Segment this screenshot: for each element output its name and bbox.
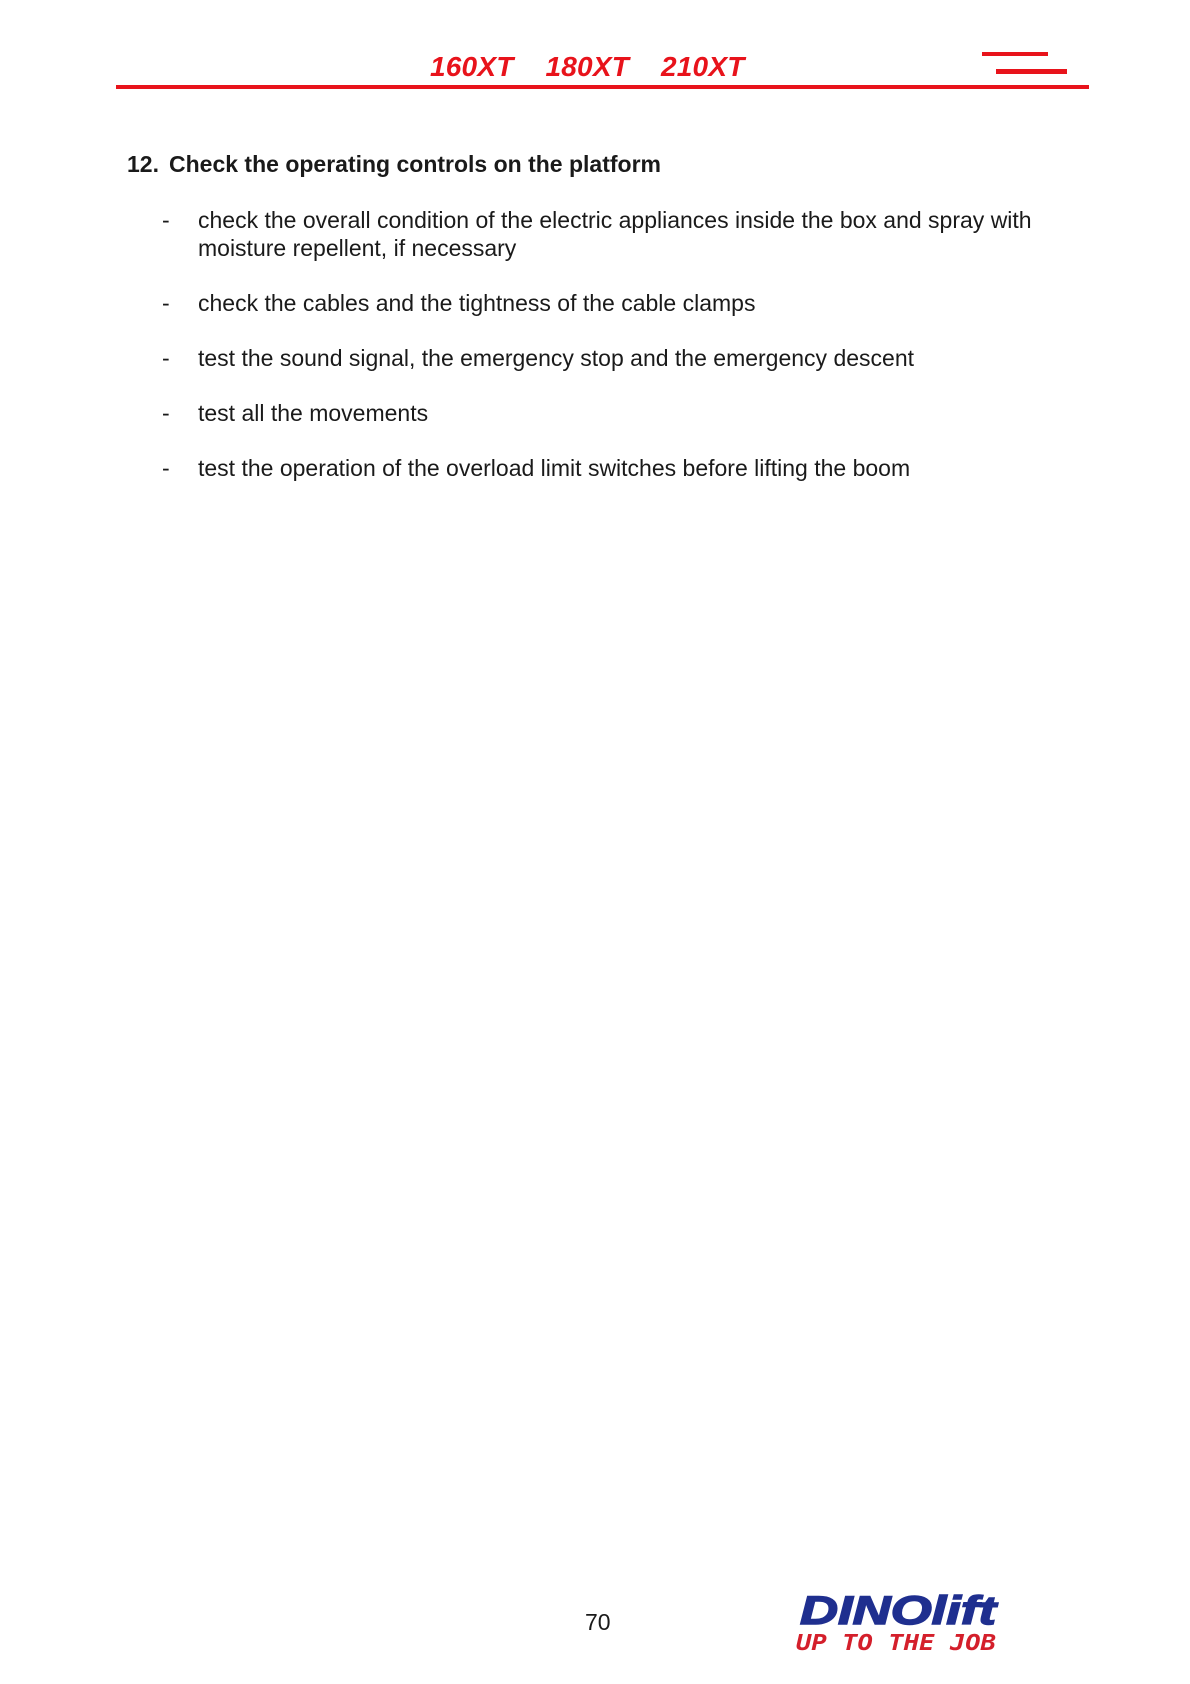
checklist-item-text: check the cables and the tightness of the cable clamps [198, 290, 756, 316]
section-title: Check the operating controls on the platform [169, 151, 661, 177]
bullet-marker: - [162, 400, 170, 426]
checklist-item-text: test the operation of the overload limit switches before lifting the boom [198, 455, 911, 481]
bullet-marker: - [162, 455, 170, 481]
checklist-item [162, 289, 1082, 317]
header-model-list [430, 50, 745, 84]
page-header [0, 0, 1190, 100]
checklist-item-text: test the sound signal, the emergency stop and the emergency descent [198, 345, 914, 371]
logo-wordmark: DINOlift [800, 1589, 999, 1633]
page-number: 70 [585, 1609, 611, 1635]
logo-tagline: UP TO THE JOB [796, 1631, 996, 1654]
header-model-2: 180XT [545, 51, 629, 82]
checklist-item-text: test all the movements [198, 400, 429, 426]
checklist-item [162, 454, 1082, 482]
checklist [162, 206, 1082, 509]
header-model-1: 160XT [430, 51, 514, 82]
bullet-marker: - [162, 290, 170, 316]
section-heading [127, 150, 661, 178]
checklist-item [162, 344, 1082, 372]
header-mark-icon [982, 52, 1067, 76]
checklist-item-text: check the overall condition of the electric appliances inside the box and spray with moisture repellent, if necessary [198, 207, 1032, 261]
bullet-marker: - [162, 207, 170, 233]
dinolift-logo [796, 1588, 1001, 1654]
checklist-item [162, 206, 1082, 262]
checklist-item [162, 399, 1082, 427]
section-number: 12. [127, 151, 159, 177]
header-model-3: 210XT [661, 51, 745, 82]
bullet-marker: - [162, 345, 170, 371]
header-divider [116, 85, 1089, 89]
